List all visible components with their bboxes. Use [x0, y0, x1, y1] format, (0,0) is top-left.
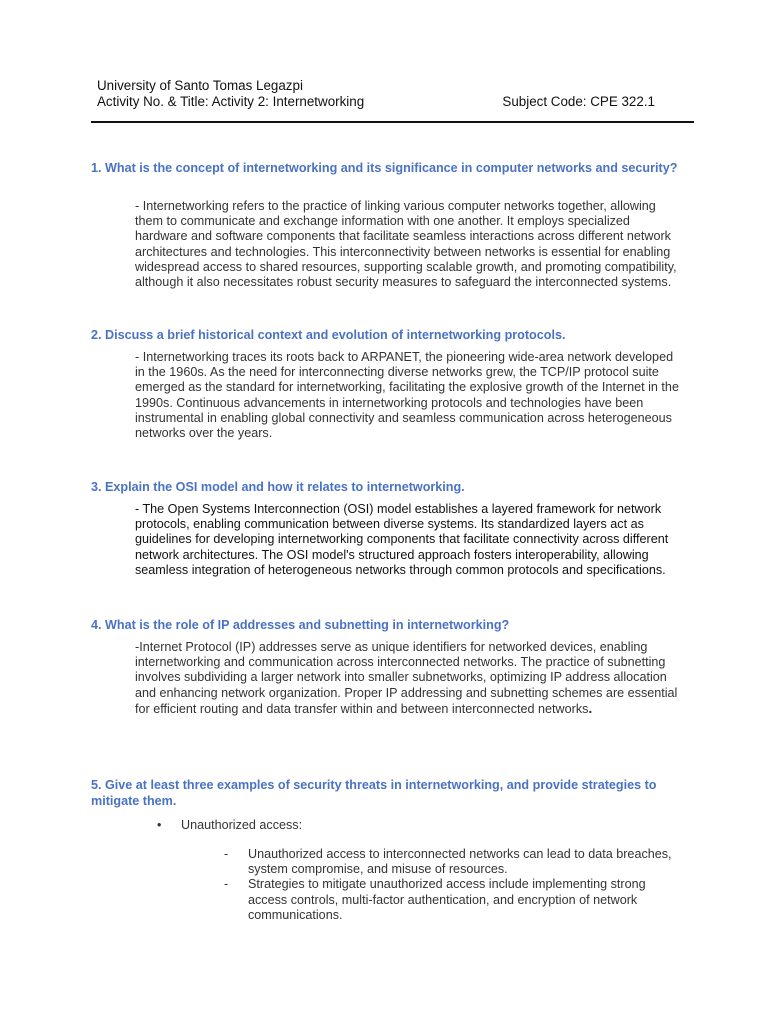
question-2: 2. Discuss a brief historical context and evolution of internetworking protocols.	[91, 328, 566, 342]
answer-2: - Internetworking traces its roots back to ARPANET, the pioneering wide-area network developed in the 1960s. As the need for interconnecting diverse networks grew, the TCP/IP protocol suite emerged as the standard for internetworking, facilitating the explosive growth of the Internet in the 1990s. Continuous advancements in internetworking protocols and technologies have been instrumental in enabling global connectivity and seamless communication across heterogeneous networks over the years.	[135, 350, 679, 441]
dash-mark: -	[224, 877, 229, 892]
list-item-text: Strategies to mitigate unauthorized access include implementing strong access controls, multi-factor authentication, and encryption of network communications.	[248, 877, 646, 922]
answer-4	[135, 640, 683, 717]
answer-3: - The Open Systems Interconnection (OSI) model establishes a layered framework for network protocols, enabling communication between diverse systems. Its standardized layers act as guidelines for developing internetworking components that facilitate connectivity across different network architectures. The OSI model's structured approach fosters interoperability, allowing seamless integration of heterogeneous networks through common protocols and specifications.	[135, 502, 669, 577]
bullet-label: Unauthorized access:	[181, 818, 303, 832]
question-4: 4. What is the role of IP addresses and subnetting in internetworking?	[91, 618, 510, 632]
list-item-text: Unauthorized access to interconnected networks can lead to data breaches, system compromise, and misuse of resources.	[248, 847, 672, 877]
answer-4-text: -Internet Protocol (IP) addresses serve as unique identifiers for networked devices, enabling internetworking and communication across interconnected networks. The practice of subnetting involves subdividing a larger network into smaller subnetworks, optimizing IP address allocation and enhancing network organization. Proper IP addressing and subnetting schemes are essential for efficient routing and data transfer within and between interconnected networks	[135, 640, 678, 716]
answer-4-period: .	[588, 699, 593, 716]
answer-1: - Internetworking refers to the practice of linking various computer networks together, allowing them to communicate and exchange information with one another. It employs specialized hardware and software components that facilitate seamless interactions across different network architectures and technologies. This interconnectivity between networks is essential for enabling widespread access to shared resources, supporting scalable growth, and promoting compatibility, although it also necessitates robust security measures to safeguard the interconnected systems.	[135, 199, 677, 290]
bullet-item-unauthorized-access	[157, 817, 302, 833]
bullet-mark: •	[157, 818, 162, 832]
list-item	[224, 877, 684, 923]
document-header	[97, 78, 693, 110]
question-1: 1. What is the concept of internetworking and its significance in computer networks and security?	[91, 161, 678, 175]
dash-mark: -	[224, 847, 229, 861]
activity-title: Activity No. & Title: Activity 2: Internetworking	[97, 94, 365, 109]
subject-code: Subject Code: CPE 322.1	[502, 94, 655, 109]
threat-points-list	[224, 847, 684, 923]
university-name: University of Santo Tomas Legazpi	[97, 78, 303, 93]
question-3: 3. Explain the OSI model and how it relates to internetworking.	[91, 480, 465, 494]
list-item	[224, 847, 684, 877]
header-divider	[91, 121, 694, 123]
question-5: 5. Give at least three examples of security threats in internetworking, and provide strategies to mitigate them.	[91, 778, 657, 808]
